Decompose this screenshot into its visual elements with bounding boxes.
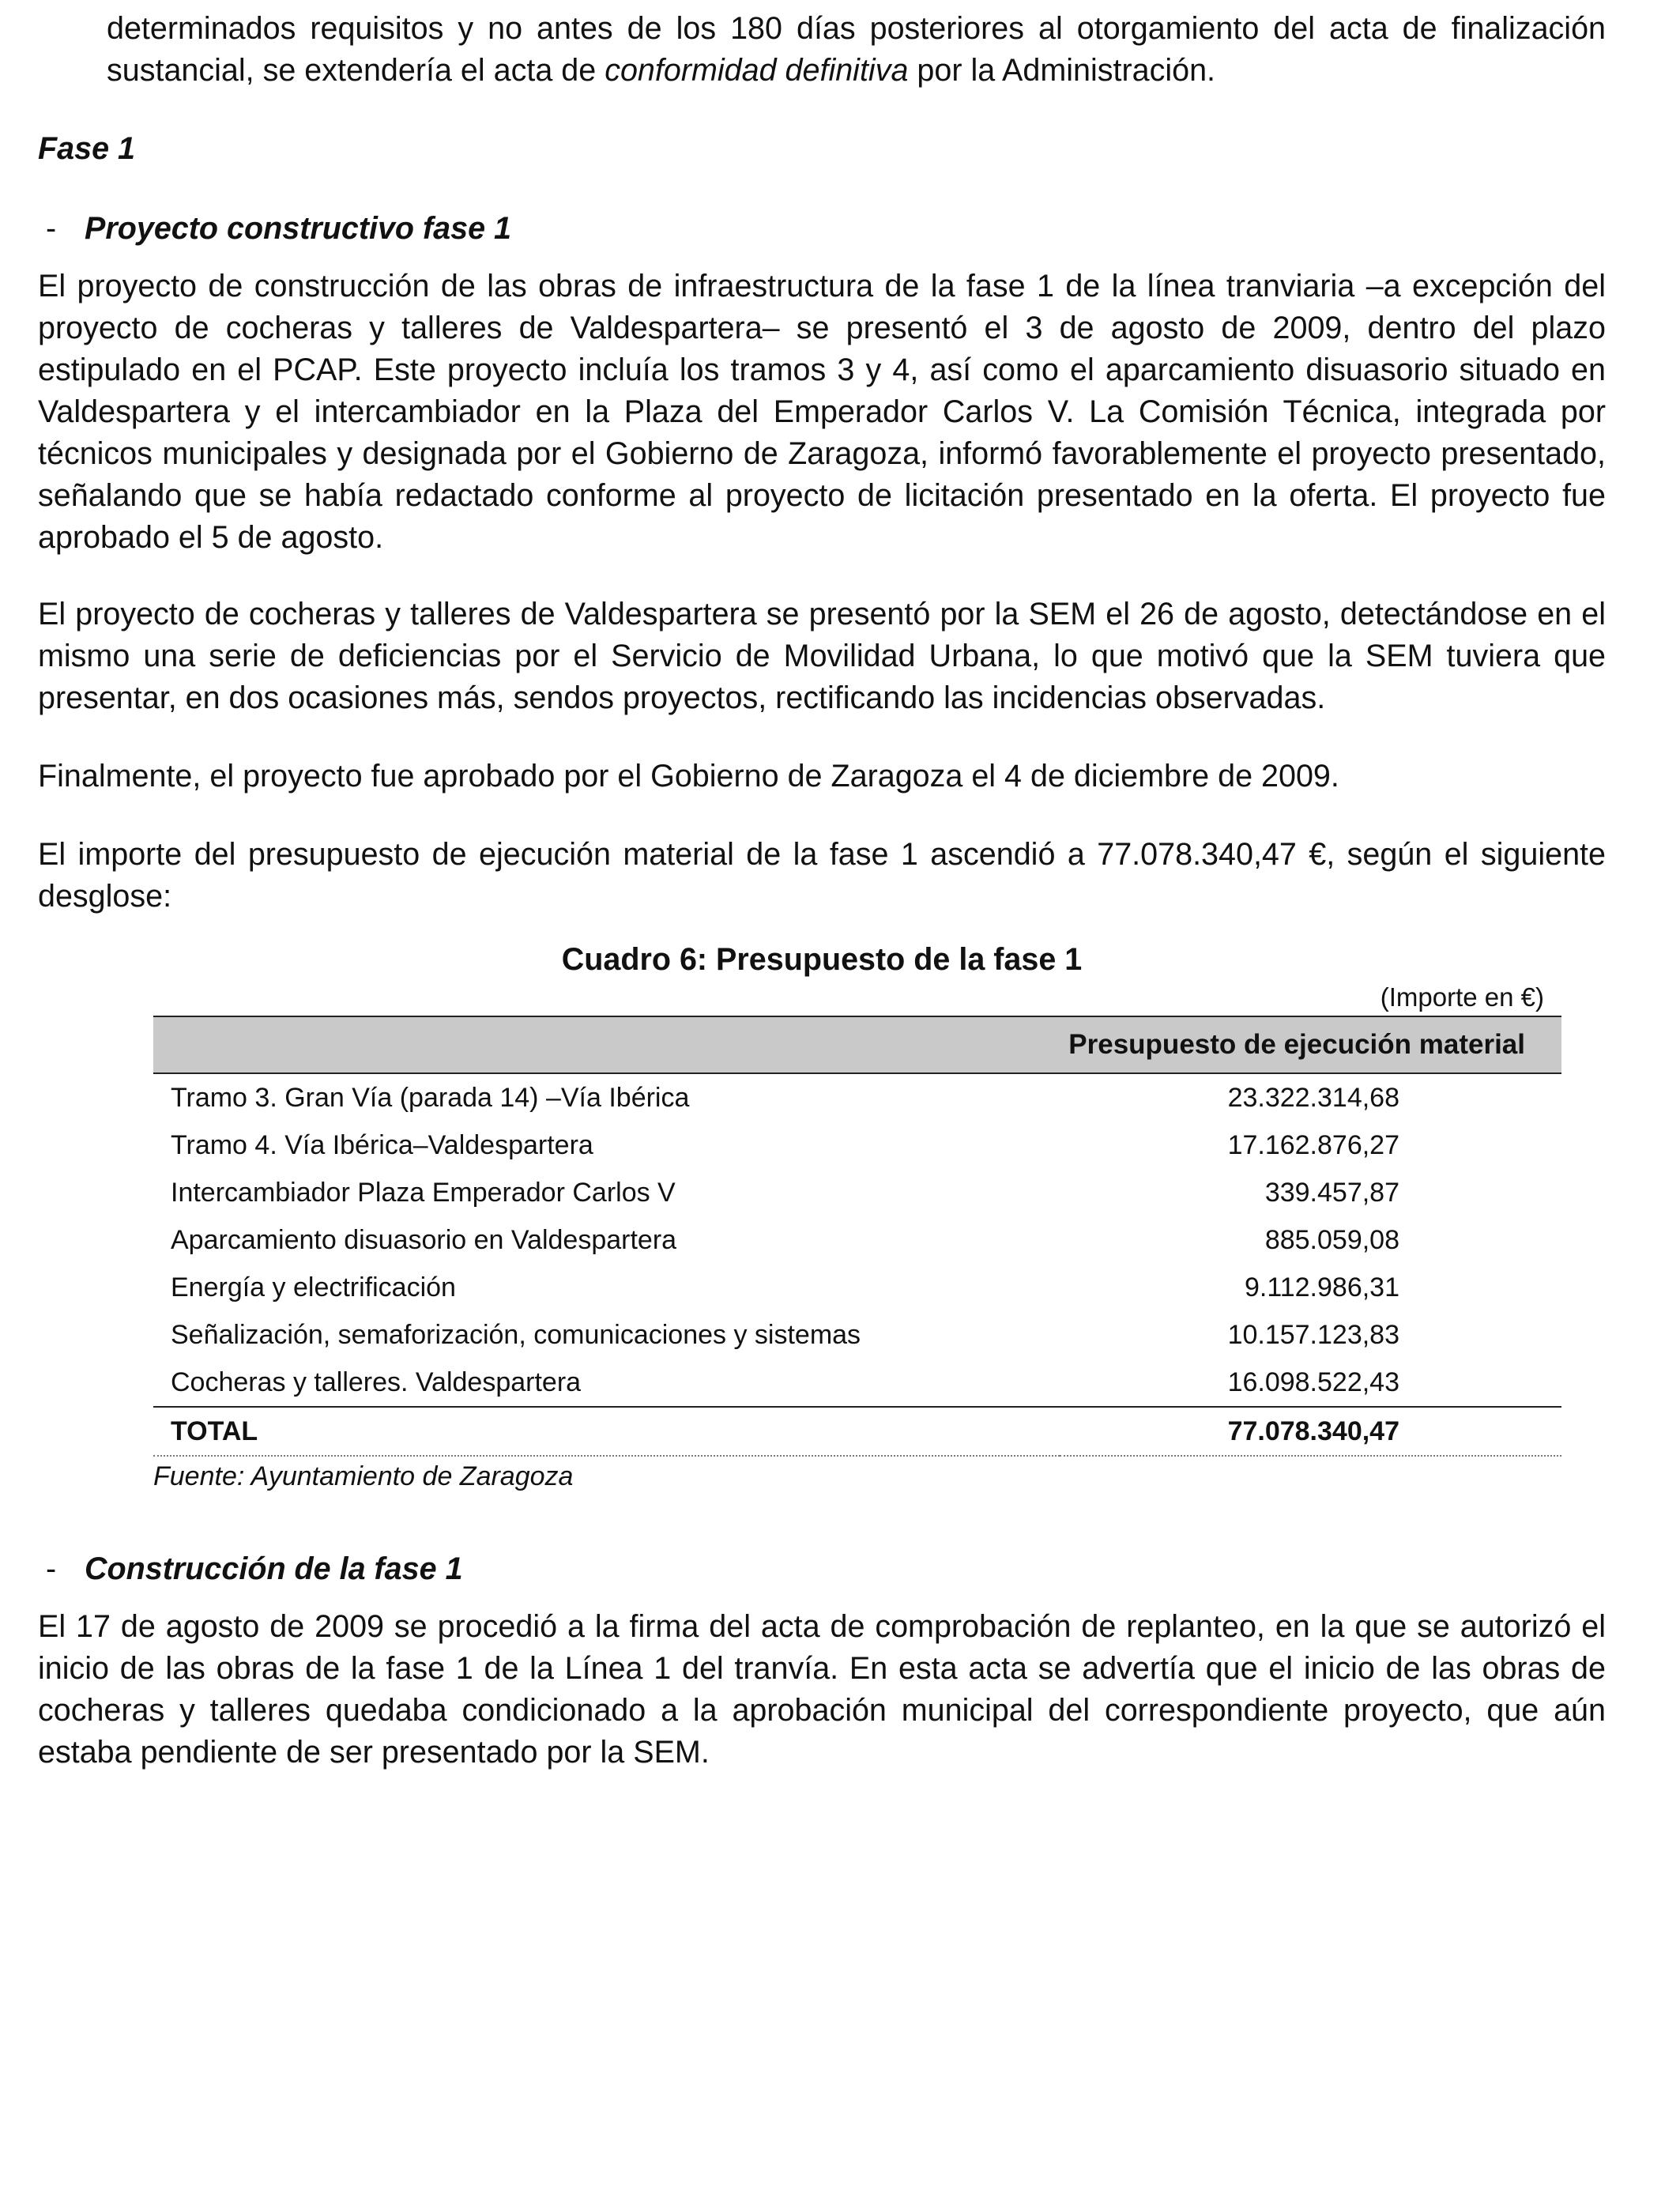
row-label: Señalización, semaforización, comunicaciones y sistemas [171,1320,861,1350]
table-header-row [153,1016,1561,1073]
section-title: Fase 1 [38,131,135,166]
table-row [153,1169,1561,1216]
row-label: Aparcamiento disuasorio en Valdespartera [171,1225,677,1255]
table-row [153,1216,1561,1264]
table-row [153,1122,1561,1169]
row-label: Intercambiador Plaza Emperador Carlos V [171,1178,676,1208]
header-budget: Presupuesto de ejecución material [1068,1029,1525,1060]
intro-lead: determinados requisitos y no antes de los 180 días posteriores al otorgamiento del acta de finalización sustancial, se extendería el acta de [107,11,1606,88]
intro-tail: por la Administración. [908,53,1216,88]
row-label: Tramo 4. Vía Ibérica–Valdespartera [171,1130,593,1160]
row-value: 9.112.986,31 [1245,1272,1399,1302]
project-paragraph-3: Finalmente, el proyecto fue aprobado por el Gobierno de Zaragoza el 4 de diciembre de 2009. [38,759,1339,794]
row-label: Cocheras y talleres. Valdespartera [171,1367,582,1397]
table-units: (Importe en €) [1380,982,1544,1012]
row-label: Tramo 3. Gran Vía (parada 14) –Vía Ibérica [171,1083,690,1113]
project-paragraph-2: El proyecto de cocheras y talleres de Valdespartera se presentó por la SEM el 26 de agosto, detectándose en el mismo una serie de deficiencias por el Servicio de Movilidad Urbana, lo que motivó que la SEM tuviera que presentar, en dos ocasiones más, sendos proyectos, rectificando las incidencias observadas. [38,597,1606,715]
project-subheading-title: Proyecto constructivo fase 1 [85,211,512,246]
total-label: TOTAL [153,1407,1060,1456]
document-page [38,8,1606,1774]
row-label: Energía y electrificación [171,1272,456,1302]
bullet-dash: - [46,211,57,246]
budget-table [153,1016,1561,1457]
intro-emphasis: conformidad definitiva [605,53,909,88]
table-row [153,1073,1561,1122]
construction-paragraph: El 17 de agosto de 2009 se procedió a la firma del acta de comprobación de replanteo, en la que se autorizó el inicio de las obras de la fase 1 de la Línea 1 del tranvía. En esta acta se advertía que el inicio de las obras de cocheras y talleres quedaba condicionado a la aprobación municipal del correspondiente proyecto, que aún estaba pendiente de ser presentado por la SEM. [38,1609,1606,1770]
row-value: 339.457,87 [1264,1178,1399,1208]
intro-paragraph [38,8,1606,92]
row-value: 885.059,08 [1264,1225,1399,1255]
header-blank-cell [153,1016,1060,1073]
project-paragraph-1: El proyecto de construcción de las obras de infraestructura de la fase 1 de la línea tranviaria –a excepción del proyecto de cocheras y talleres de Valdespartera– se presentó el 3 de agosto de 2009, dentro del plazo estipulado en el PCAP. Este proyecto incluía los tramos 3 y 4, así como el aparcamiento disuasorio situado en Valdespartera y el intercambiador en la Plaza del Emperador Carlos V. La Comisión Técnica, integrada por técnicos municipales y designada por el Gobierno de Zaragoza, informó favorablemente el proyecto presentado, señalando que se había redactado conforme al proyecto de licitación presentado en la oferta. El proyecto fue aprobado el 5 de agosto. [38,269,1606,555]
table-row [153,1359,1561,1407]
row-value: 17.162.876,27 [1227,1130,1399,1160]
table-row [153,1311,1561,1359]
row-value: 23.322.314,68 [1227,1083,1399,1113]
table-row [153,1264,1561,1311]
total-value: 77.078.340,47 [1060,1407,1561,1456]
table-title: Cuadro 6: Presupuesto de la fase 1 [561,942,1083,977]
table-total-row [153,1407,1561,1456]
project-paragraph-4: El importe del presupuesto de ejecución material de la fase 1 ascendió a 77.078.340,47 €, según el siguiente desglose: [38,837,1606,914]
construction-subheading [38,1548,1606,1590]
row-value: 16.098.522,43 [1227,1367,1399,1397]
budget-table-container [153,979,1561,1457]
table-source: Fuente: Ayuntamiento de Zaragoza [153,1461,574,1491]
bullet-dash: - [46,1551,57,1586]
project-subheading [38,208,1606,250]
construction-subheading-title: Construcción de la fase 1 [85,1551,463,1586]
row-value: 10.157.123,83 [1227,1320,1399,1350]
